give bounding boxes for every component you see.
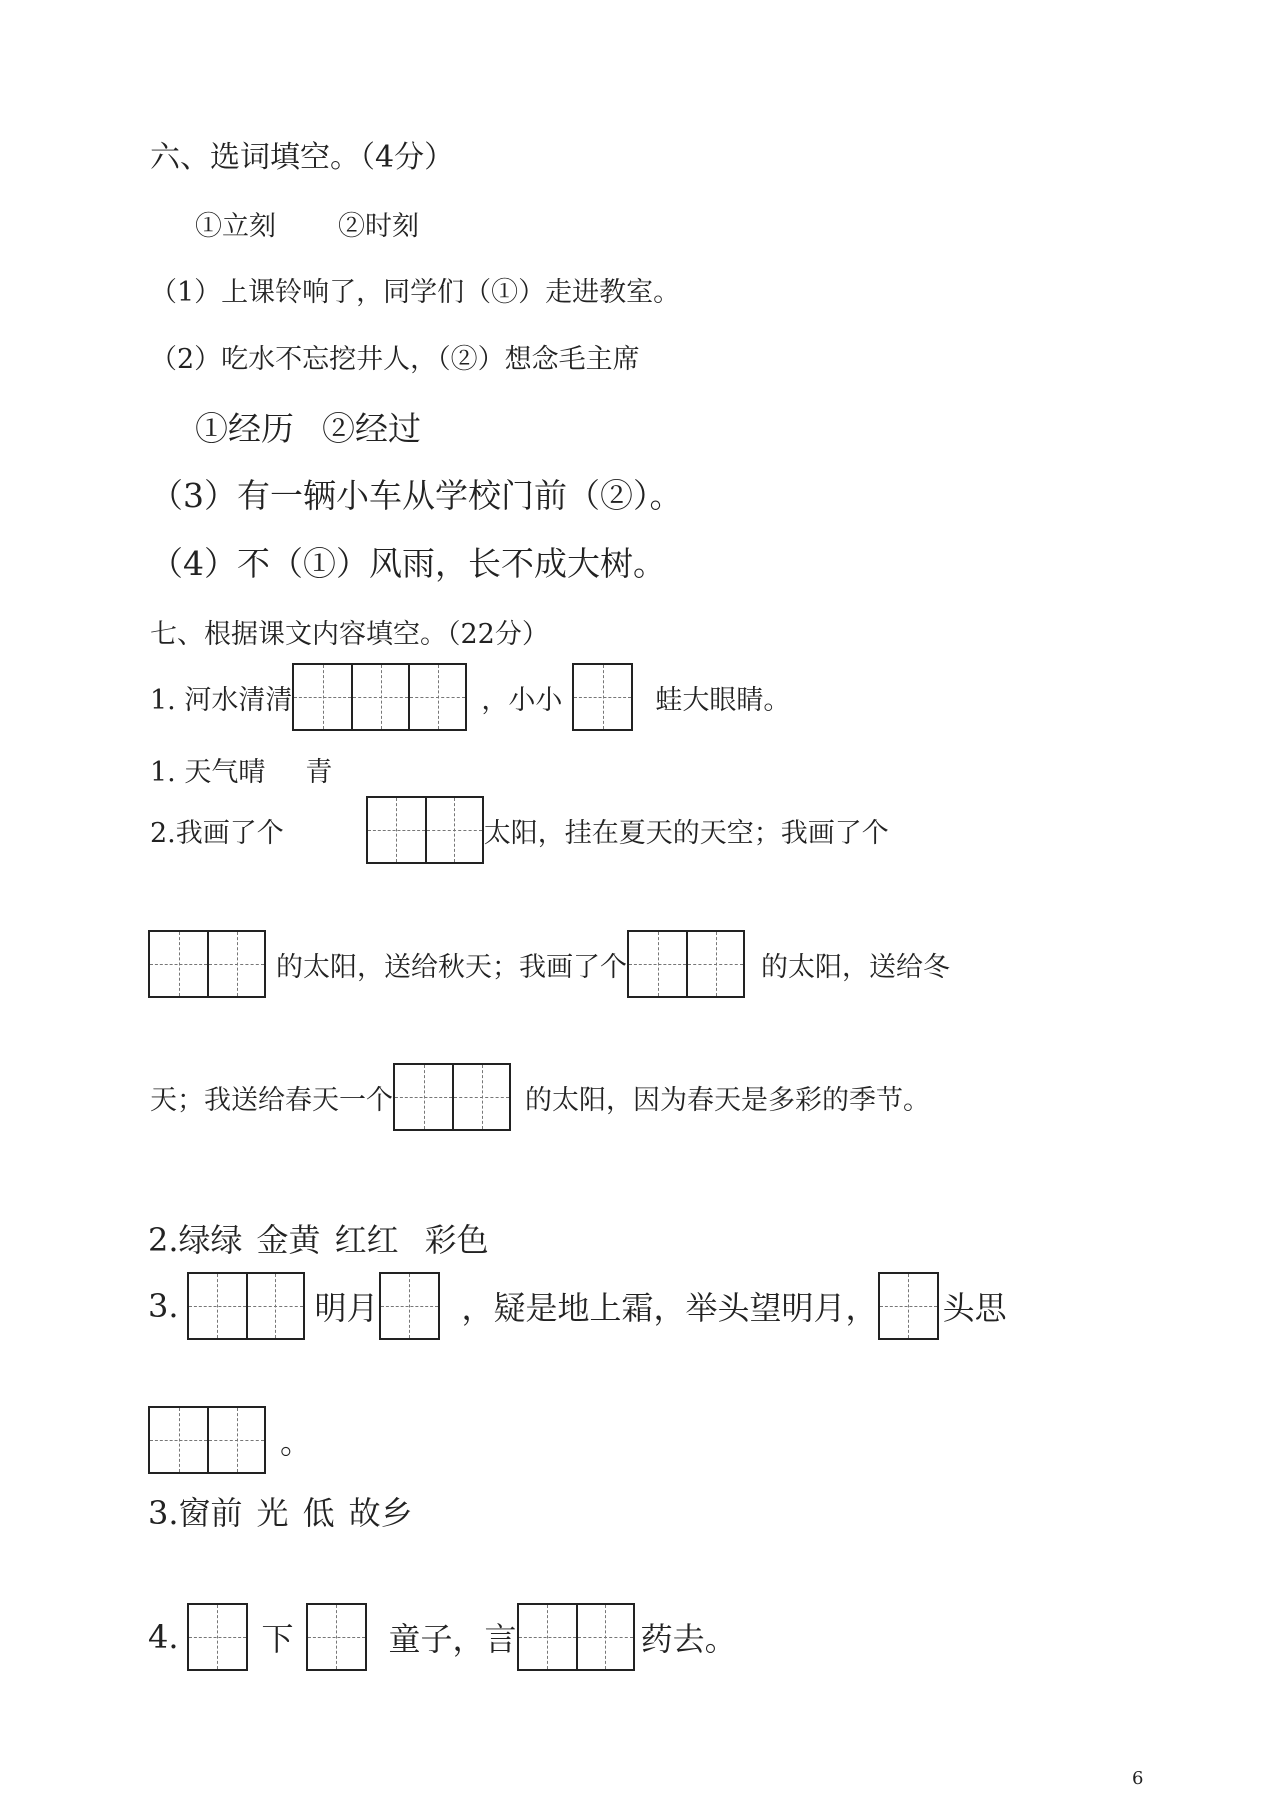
answer-grid[interactable] [366,796,484,864]
answer-grid[interactable] [627,930,745,998]
options-b: ①经历 ②经过 [195,409,421,448]
answer-grid[interactable] [292,663,467,731]
answer-grid[interactable] [572,663,633,731]
item-4: 4. 下 童子，言 药去。 [148,1603,737,1671]
answer-grid[interactable] [187,1272,305,1340]
question-2: （2）吃水不忘挖井人，（②）想念毛主席 [150,344,640,375]
item-2-line-1: 2.我画了个 太阳，挂在夏天的天空；我画了个 [150,796,889,864]
question-3: （3）有一辆小车从学校门前（②）。 [150,476,683,515]
item-3-line-1: 3. 明月 ，疑是地上霜，举头望明月， 头思 [148,1272,1007,1340]
answer-grid[interactable] [148,1406,266,1474]
item-1: 1. 河水清清 ，小小 蛙大眼睛。 [150,663,790,731]
options-a: ①立刻 ②时刻 [195,211,419,242]
section7-title: 七、根据课文内容填空。（22分） [150,619,549,650]
item-2-line-2: 的太阳，送给秋天；我画了个 的太阳，送给冬 [148,930,950,998]
answer-grid[interactable] [517,1603,635,1671]
item-2-line-3: 天；我送给春天一个 的太阳，因为春天是多彩的季节。 [150,1063,930,1131]
question-4: （4）不（①）风雨，长不成大树。 [150,544,666,583]
question-1: （1）上课铃响了，同学们（①）走进教室。 [150,277,681,308]
answer-grid[interactable] [379,1272,440,1340]
page-number: 6 [1132,1768,1144,1789]
answer-3: 3.窗前 光 低 故乡 [148,1494,413,1532]
answer-1: 1. 天气晴 青 [150,757,333,788]
section6-title: 六、选词填空。（4分） [150,140,455,175]
answer-grid[interactable] [187,1603,248,1671]
answer-grid[interactable] [306,1603,367,1671]
answer-grid[interactable] [148,930,266,998]
answer-grid[interactable] [393,1063,511,1131]
answer-2: 2.绿绿 金黄 红红 彩色 [148,1221,489,1259]
item-3-line-2: 。 [148,1406,312,1474]
answer-grid[interactable] [878,1272,939,1340]
